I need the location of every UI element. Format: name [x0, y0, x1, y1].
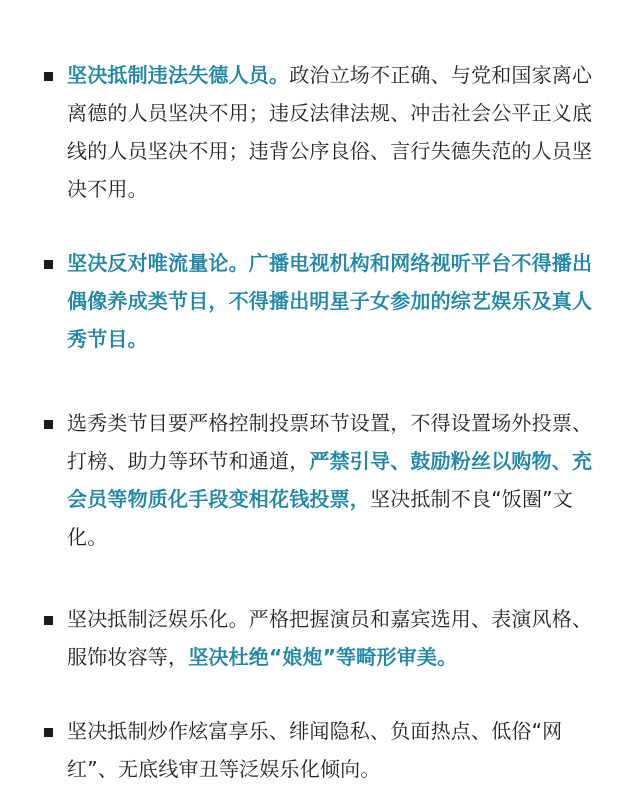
emphasis-text: 严禁引导、鼓励粉丝以购物、充会员等物质化手段变相花钱投票，	[67, 449, 593, 511]
body-text: 坚决抵制炒作炫富享乐、绯闻隐私、负面热点、低俗“网红”、无底线审丑等泛娱乐化倾向。	[67, 719, 563, 781]
body-text: 坚决抵制泛娱乐化。严格把握演员和嘉宾选用、表演风格、服饰妆容等，	[67, 607, 593, 669]
list-item	[44, 404, 610, 556]
body-text: 坚决抵制不良“饭圈”文化。	[67, 487, 573, 549]
emphasis-text: 坚决反对唯流量论。广播电视机构和网络视听平台不得播出偶像养成类节目，不得播出明星子女参加的综艺娱乐及真人秀节目。	[67, 251, 593, 351]
list-item	[44, 712, 610, 788]
emphasis-text: 坚决杜绝“娘炮”等畸形审美。	[188, 645, 458, 669]
list-item	[44, 600, 610, 676]
list-item	[44, 244, 610, 358]
list-item-text	[67, 712, 610, 788]
list-item	[44, 56, 610, 208]
body-text: 选秀类节目要严格控制投票环节设置，不得设置场外投票、打榜、助力等环节和通道，	[67, 411, 593, 473]
square-bullet-icon	[44, 420, 53, 429]
square-bullet-icon	[44, 72, 53, 81]
square-bullet-icon	[44, 616, 53, 625]
list-item-text	[67, 56, 610, 208]
list-item-text	[67, 244, 610, 358]
list-item-text	[67, 404, 610, 556]
list-item-text	[67, 600, 610, 676]
body-text: 政治立场不正确、与党和国家离心离德的人员坚决不用；违反法律法规、冲击社会公平正义底线的人员坚决不用；违背公序良俗、言行失德失范的人员坚决不用。	[67, 63, 593, 201]
emphasis-text: 坚决抵制违法失德人员。	[67, 63, 290, 87]
square-bullet-icon	[44, 260, 53, 269]
square-bullet-icon	[44, 728, 53, 737]
